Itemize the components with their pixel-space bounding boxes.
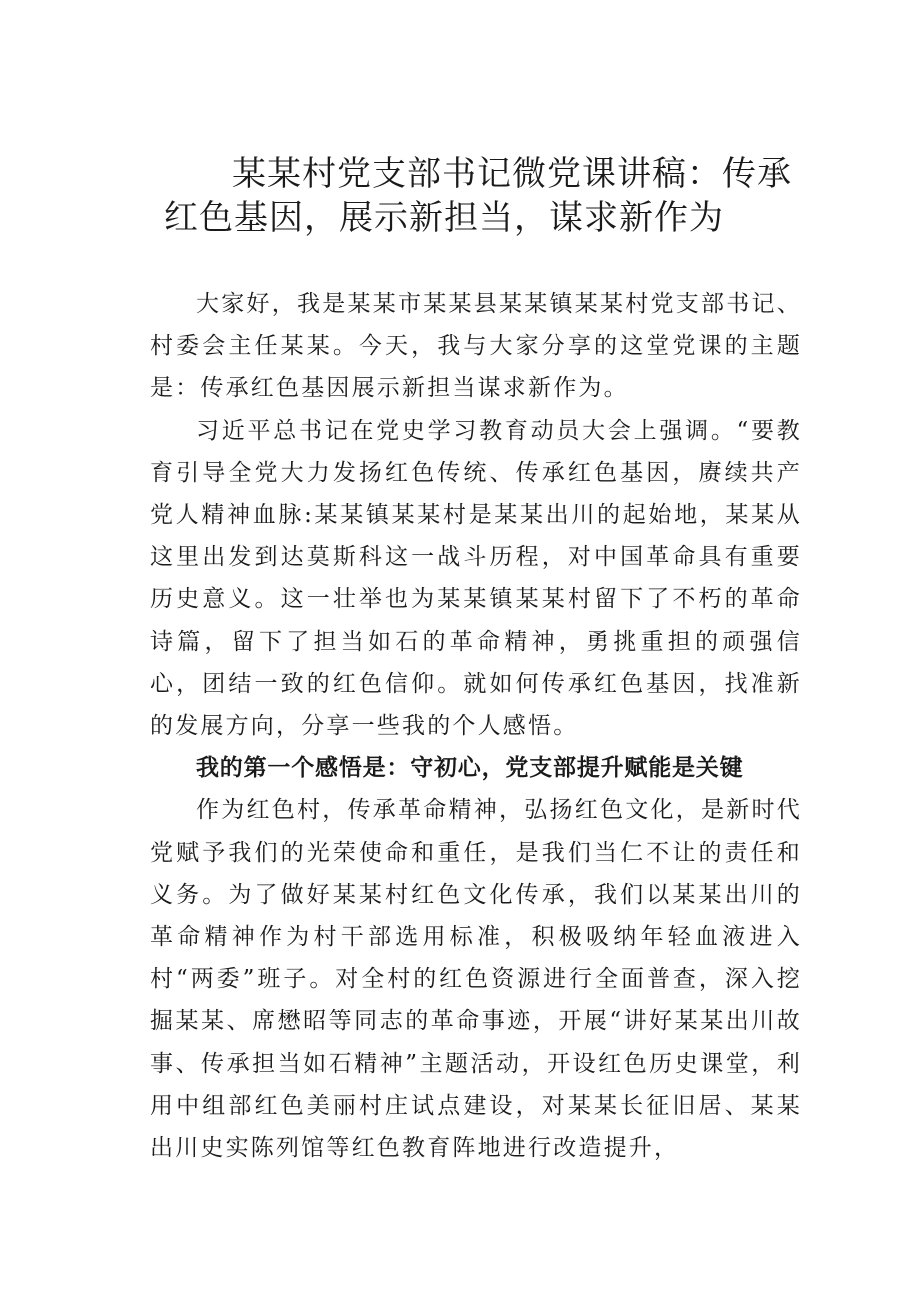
document-title-text: 某某村党支部书记微党课讲稿：传承红色基因，展示新担当，谋求新作为 bbox=[164, 154, 792, 238]
paragraph-section-1: 作为红色村，传承革命精神，弘扬红色文化，是新时代党赋予我们的光荣使命和重任，是我们当仁不让的责任和义务。为了做好某某村红色文化传承，我们以某某出川的革命精神作为村干部选用标准，积极吸纳年轻血液进入村“两委”班子。对全村的红色资源进行全面普查，深入挖掘某某、席懋昭等同志的革命事迹，开展“讲好某某出川故事、传承担当如石精神”主题活动，开设红色历史课堂，利用中组部红色美丽村庄试点建设，对某某长征旧居、某某出川史实陈列馆等红色教育阵地进行改造提升， bbox=[150, 797, 802, 1162]
document-body bbox=[150, 283, 802, 1169]
section-heading: 我的第一个感悟是：守初心，党支部提升赋能是关键 bbox=[196, 755, 744, 782]
paragraph-quote: 习近平总书记在党史学习教育动员大会上强调。“要教育引导全党大力发扬红色传统、传承红色基因，赓续共产党人精神血脉:某某镇某某村是某某出川的起始地，某某从这里出发到达莫斯科这一战斗历程，对中国革命具有重要历史意义。这一壮举也为某某镇某某村留下了不朽的革命诗篇，留下了担当如石的革命精神，勇挑重担的顽强信心，团结一致的红色信仰。就如何传承红色基因，找准新的发展方向，分享一些我的个人感悟。 bbox=[150, 417, 802, 740]
paragraph-intro: 大家好，我是某某市某某县某某镇某某村党支部书记、村委会主任某某。今天，我与大家分享的这堂党课的主题是：传承红色基因展示新担当谋求新作为。 bbox=[150, 291, 802, 402]
document-title bbox=[164, 152, 814, 240]
